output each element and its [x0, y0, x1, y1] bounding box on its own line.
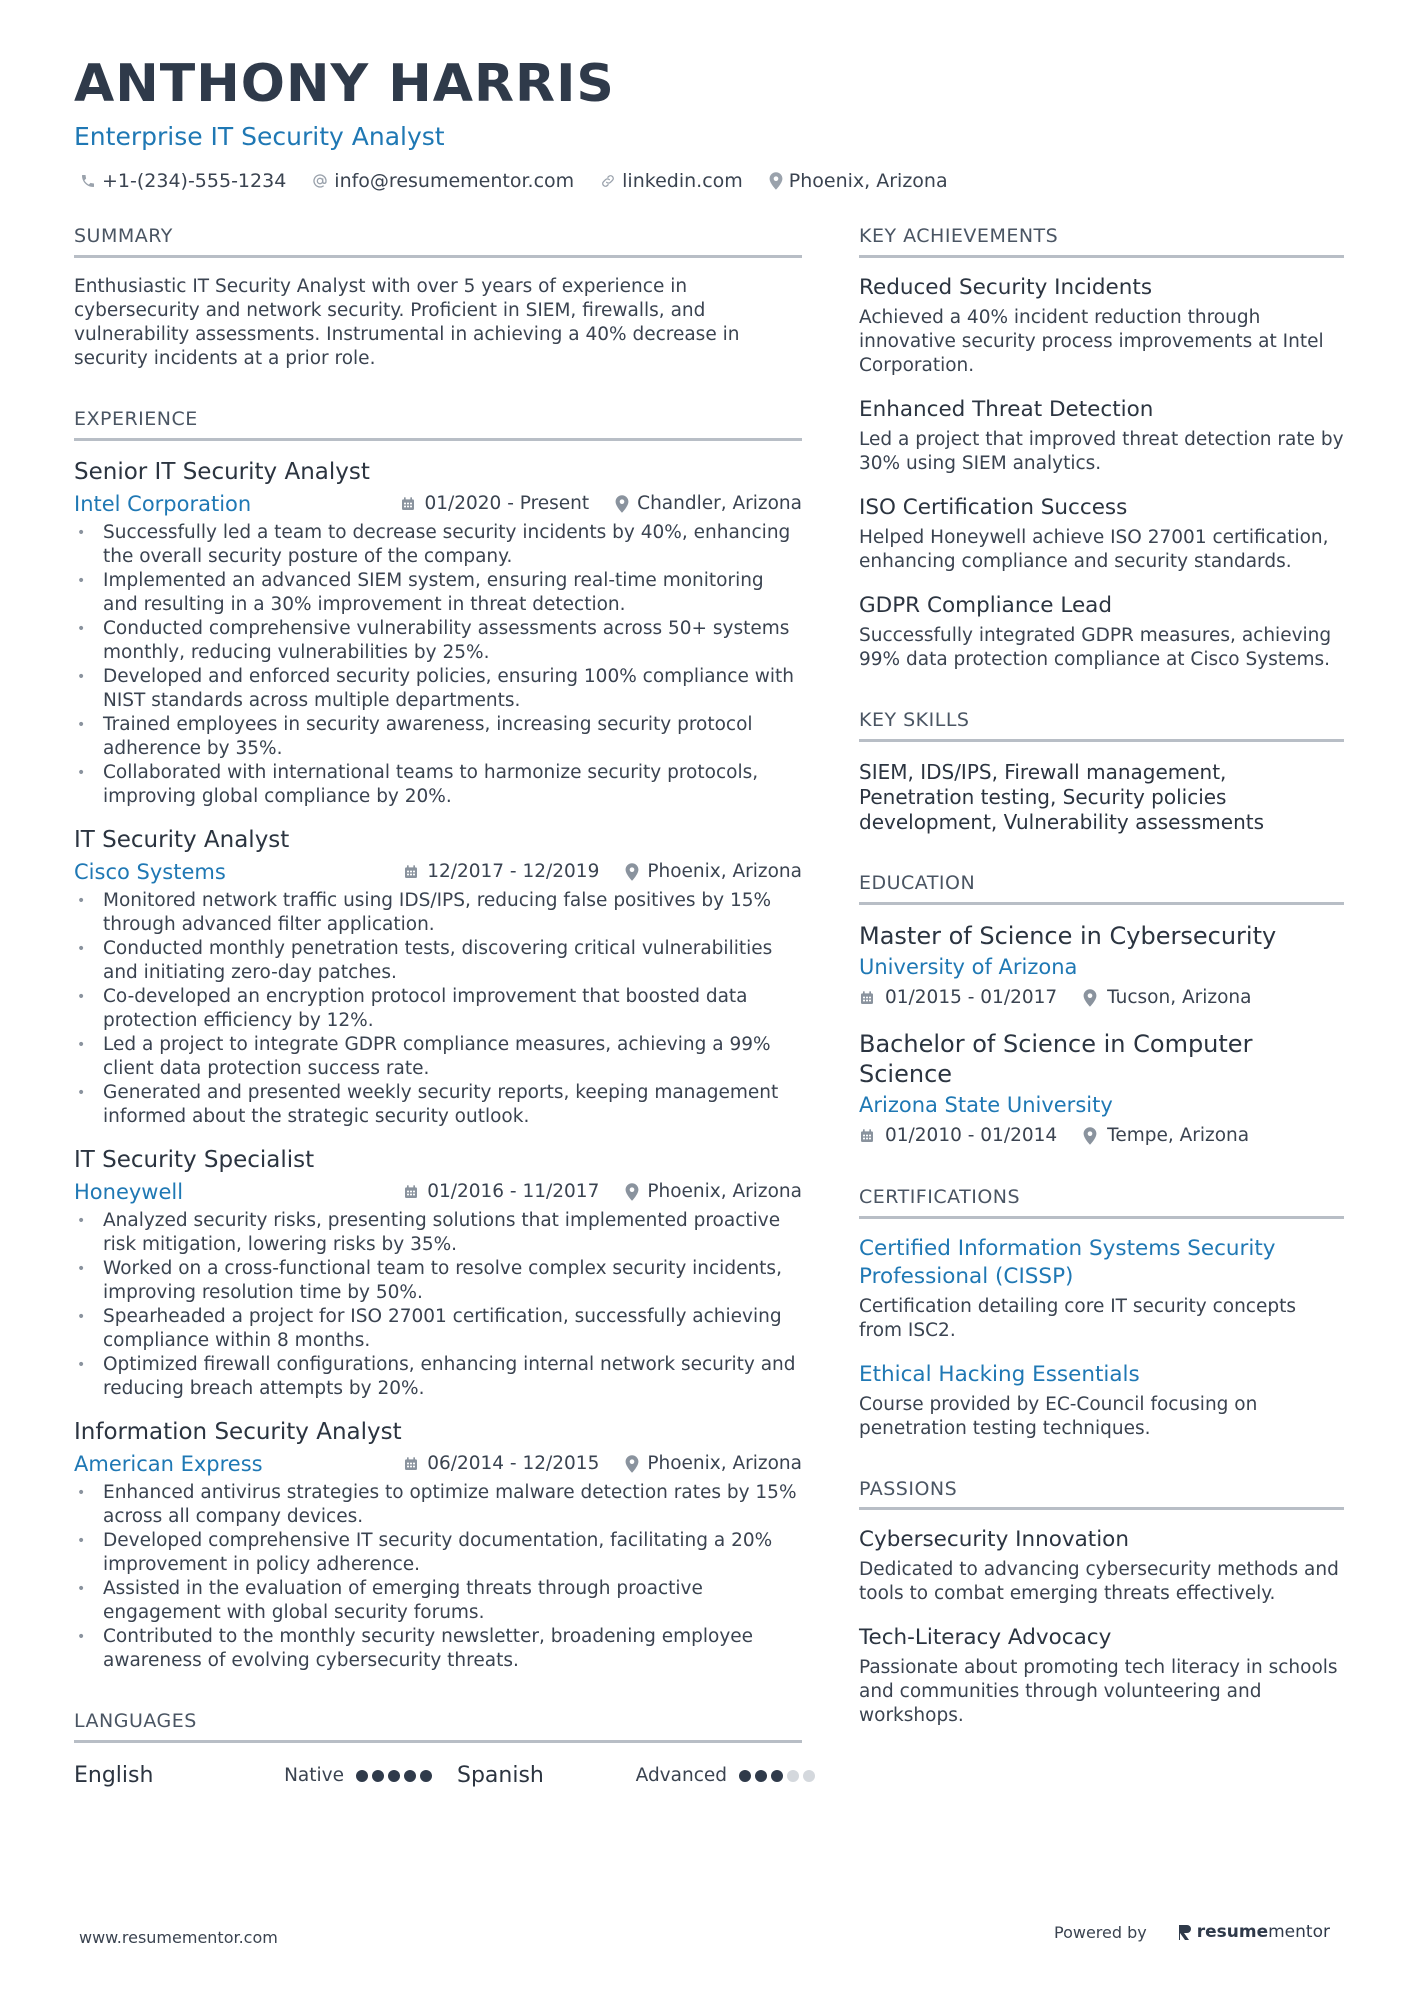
phone-icon: [80, 173, 96, 189]
job-bullets: [74, 521, 802, 809]
passion-title: Cybersecurity Innovation: [859, 1527, 1129, 1553]
proficiency-dot: [755, 1770, 767, 1782]
job-bullet: • Conducted comprehensive vulnerability assessments across 50+ systems monthly, reducing vulnerabilities by 25%.: [74, 617, 802, 665]
job-location-text: Phoenix, Arizona: [647, 1453, 802, 1475]
calendar-icon: [400, 496, 416, 512]
calendar-icon: [403, 1456, 419, 1472]
passion-desc: Dedicated to advancing cybersecurity methods and tools to combat emerging threats effectively.: [859, 1559, 1339, 1605]
job-dates: [403, 1181, 599, 1202]
achievement-title: ISO Certification Success: [859, 494, 1128, 520]
email-text[interactable]: info@resumementor.com: [334, 170, 575, 192]
achievement-desc: Helped Honeywell achieve ISO 27001 certification, enhancing compliance and security standards.: [859, 526, 1329, 572]
location-pin-icon: [625, 863, 639, 881]
proficiency-dot: [372, 1770, 384, 1782]
job-dates-text: 06/2014 - 12/2015: [427, 1453, 600, 1475]
footer-website[interactable]: www.resumementor.com: [79, 1928, 278, 1947]
languages-row: [74, 1761, 802, 1791]
proficiency-dot: [771, 1770, 783, 1782]
job-role: Senior IT Security Analyst: [74, 458, 370, 485]
location-pin-icon: [615, 495, 629, 513]
calendar-icon: [859, 990, 875, 1006]
summary-section: [74, 226, 802, 371]
job-bullet: • Developed comprehensive IT security documentation, facilitating a 20% improvement in policy adherence.: [74, 1529, 802, 1577]
job-bullet: • Trained employees in security awareness, increasing security protocol adherence by 35%.: [74, 713, 802, 761]
proficiency-dot: [388, 1770, 400, 1782]
proficiency-dots: [739, 1770, 819, 1782]
calendar-icon: [403, 1184, 419, 1200]
candidate-name: ANTHONY HARRIS: [74, 54, 615, 114]
job-bullet: • Spearheaded a project for ISO 27001 certification, successfully achieving compliance within 8 months.: [74, 1305, 802, 1353]
education-degree: Bachelor of Science in Computer Science: [859, 1029, 1253, 1088]
job-entry: [74, 1145, 802, 1401]
languages-heading: LANGUAGES: [74, 1711, 802, 1743]
job-dates-text: 01/2016 - 11/2017: [427, 1181, 600, 1203]
job-location-text: Chandler, Arizona: [637, 493, 802, 515]
brand-logo-icon: [1177, 1923, 1193, 1941]
job-bullet: • Monitored network traffic using IDS/IPS, reducing false positives by 15% through advanced filter application.: [74, 889, 802, 937]
proficiency-dot: [787, 1770, 799, 1782]
skills-heading: KEY SKILLS: [859, 710, 1344, 742]
achievements-section: [859, 226, 1344, 672]
education-item: [859, 1029, 1344, 1149]
passion-item: [859, 1526, 1344, 1606]
education-location-text: Tucson, Arizona: [1107, 987, 1252, 1009]
job-bullet: • Analyzed security risks, presenting solutions that implemented proactive risk mitigation, lowering risks by 35%.: [74, 1209, 802, 1257]
job-meta: [74, 489, 802, 519]
job-meta: [74, 1449, 802, 1479]
job-entry: [74, 825, 802, 1129]
passions-list: [859, 1526, 1344, 1728]
achievement-title: Enhanced Threat Detection: [859, 396, 1154, 422]
left-column: [74, 226, 802, 1791]
location-pin-icon: [1083, 989, 1097, 1007]
job-bullet: • Generated and presented weekly security reports, keeping management informed about the strategic security outlook.: [74, 1081, 802, 1129]
location-pin-icon: [625, 1183, 639, 1201]
language-name: Spanish: [457, 1763, 544, 1789]
education-list: [859, 921, 1344, 1149]
job-role: IT Security Specialist: [74, 1146, 315, 1173]
passions-heading: PASSIONS: [859, 1479, 1344, 1511]
education-dates: [859, 987, 1057, 1008]
certification-desc: Course provided by EC-Council focusing on penetration testing techniques.: [859, 1393, 1258, 1439]
contact-email[interactable]: [312, 170, 574, 192]
education-degree: Master of Science in Cybersecurity: [859, 921, 1277, 950]
education-meta: [859, 985, 1344, 1011]
proficiency-dot: [803, 1770, 815, 1782]
candidate-title: Enterprise IT Security Analyst: [74, 122, 445, 151]
certification-desc: Certification detailing core IT security concepts from ISC2.: [859, 1295, 1296, 1341]
education-section: [859, 873, 1344, 1149]
language-name: English: [74, 1763, 154, 1789]
certification-item: [859, 1235, 1344, 1343]
footer-powered: [1054, 1922, 1330, 1942]
proficiency-dot: [420, 1770, 432, 1782]
job-bullet: • Collaborated with international teams to harmonize security protocols, improving global compliance by 20%.: [74, 761, 802, 809]
languages-section: [74, 1711, 802, 1791]
education-meta: [859, 1123, 1344, 1149]
summary-heading: SUMMARY: [74, 226, 802, 258]
achievement-item: [859, 274, 1344, 378]
job-bullet: • Enhanced antivirus strategies to optimize malware detection rates by 15% across all company devices.: [74, 1481, 802, 1529]
phone-text: +1-(234)-555-1234: [102, 170, 287, 192]
certifications-section: [859, 1187, 1344, 1441]
brand-bold: resume: [1196, 1922, 1269, 1942]
proficiency-dot: [404, 1770, 416, 1782]
calendar-icon: [403, 864, 419, 880]
contact-row: [80, 170, 974, 192]
location-text: Phoenix, Arizona: [788, 170, 948, 192]
education-dates: [859, 1125, 1057, 1146]
job-location-text: Phoenix, Arizona: [647, 861, 802, 883]
job-entry: [74, 1417, 802, 1673]
achievements-heading: KEY ACHIEVEMENTS: [859, 226, 1344, 258]
achievement-desc: Successfully integrated GDPR measures, achieving 99% data protection compliance at Cisco Systems.: [859, 624, 1332, 670]
job-location: [615, 493, 802, 514]
contact-location: [769, 170, 948, 192]
job-bullet: • Conducted monthly penetration tests, discovering critical vulnerabilities and initiating zero-day patches.: [74, 937, 802, 985]
job-bullet: • Contributed to the monthly security newsletter, broadening employee awareness of evolving cybersecurity threats.: [74, 1625, 802, 1673]
job-location: [625, 1181, 802, 1202]
brand-rest: mentor: [1268, 1922, 1330, 1942]
jobs-list: [74, 457, 802, 1673]
job-role: Information Security Analyst: [74, 1418, 402, 1445]
job-company: American Express: [74, 1451, 263, 1476]
contact-linkedin[interactable]: [600, 170, 743, 192]
job-meta: [74, 1177, 802, 1207]
passions-section: [859, 1479, 1344, 1729]
job-bullets: [74, 1209, 802, 1401]
job-bullet: • Co-developed an encryption protocol improvement that boosted data protection efficiency by 12%.: [74, 985, 802, 1033]
passion-title: Tech-Literacy Advocacy: [859, 1625, 1112, 1651]
job-bullet: • Worked on a cross-functional team to resolve complex security incidents, improving resolution time by 50%.: [74, 1257, 802, 1305]
job-bullet: • Successfully led a team to decrease security incidents by 40%, enhancing the overall security posture of the company.: [74, 521, 802, 569]
language-item: [457, 1763, 819, 1788]
calendar-icon: [859, 1128, 875, 1144]
language-level: Advanced: [635, 1765, 727, 1787]
job-location: [625, 1453, 802, 1474]
summary-text: Enthusiastic IT Security Analyst with over 5 years of experience in cybersecurity and network security. Proficient in SIEM, firewalls, and vulnerability assessments. Instrumental in achieving a 40% decrease in security incidents at a prior role.: [74, 275, 740, 369]
job-bullet: • Developed and enforced security policies, ensuring 100% compliance with NIST standards across multiple departments.: [74, 665, 802, 713]
certifications-list: [859, 1235, 1344, 1441]
job-bullet: • Implemented an advanced SIEM system, ensuring real-time monitoring and resulting in a 30% improvement in threat detection.: [74, 569, 802, 617]
job-location-text: Phoenix, Arizona: [647, 1181, 802, 1203]
certification-title: Ethical Hacking Essentials: [859, 1361, 1140, 1387]
education-heading: EDUCATION: [859, 873, 1344, 905]
achievement-title: Reduced Security Incidents: [859, 274, 1153, 300]
job-dates: [403, 861, 599, 882]
location-pin-icon: [625, 1455, 639, 1473]
education-school: University of Arizona: [859, 954, 1078, 979]
job-meta: [74, 857, 802, 887]
achievement-item: [859, 592, 1344, 672]
achievement-desc: Achieved a 40% incident reduction through innovative security process improvements at Intel Corporation.: [859, 306, 1324, 376]
job-bullet: • Led a project to integrate GDPR compliance measures, achieving a 99% client data protection success rate.: [74, 1033, 802, 1081]
location-pin-icon: [1083, 1127, 1097, 1145]
linkedin-text[interactable]: linkedin.com: [622, 170, 743, 192]
experience-section: [74, 409, 802, 1673]
brand-logo[interactable]: [1177, 1922, 1330, 1942]
experience-heading: EXPERIENCE: [74, 409, 802, 441]
certification-item: [859, 1361, 1344, 1441]
achievement-item: [859, 396, 1344, 476]
job-bullets: [74, 1481, 802, 1673]
contact-phone: [80, 170, 286, 192]
job-entry: [74, 457, 802, 809]
language-item: [74, 1763, 436, 1788]
skills-text: SIEM, IDS/IPS, Firewall management, Penetration testing, Security policies development, Vulnerability assessments: [859, 759, 1265, 834]
job-company: Intel Corporation: [74, 491, 252, 516]
education-item: [859, 921, 1344, 1011]
job-company: Honeywell: [74, 1179, 184, 1204]
job-bullets: [74, 889, 802, 1129]
proficiency-dots: [356, 1770, 436, 1782]
achievement-item: [859, 494, 1344, 574]
proficiency-dot: [739, 1770, 751, 1782]
right-column: [859, 226, 1344, 1728]
achievement-desc: Led a project that improved threat detection rate by 30% using SIEM analytics.: [859, 428, 1344, 474]
language-level: Native: [284, 1765, 344, 1787]
certifications-heading: CERTIFICATIONS: [859, 1187, 1344, 1219]
location-pin-icon: [769, 172, 783, 190]
education-school: Arizona State University: [859, 1092, 1113, 1117]
proficiency-dot: [356, 1770, 368, 1782]
job-dates: [400, 493, 589, 514]
job-dates-text: 01/2020 - Present: [424, 493, 590, 515]
job-dates-text: 12/2017 - 12/2019: [427, 861, 600, 883]
education-dates-text: 01/2010 - 01/2014: [885, 1125, 1058, 1147]
job-location: [625, 861, 802, 882]
education-location: [1083, 1125, 1249, 1146]
education-location-text: Tempe, Arizona: [1107, 1125, 1250, 1147]
job-dates: [403, 1453, 599, 1474]
job-company: Cisco Systems: [74, 859, 226, 884]
at-icon: [312, 173, 328, 189]
powered-by-text: Powered by: [1054, 1922, 1147, 1942]
achievements-list: [859, 274, 1344, 672]
job-role: IT Security Analyst: [74, 826, 290, 853]
certification-title: Certified Information Systems Security Professional (CISSP): [859, 1235, 1276, 1289]
skills-section: [859, 710, 1344, 835]
education-location: [1083, 987, 1251, 1008]
job-bullet: • Assisted in the evaluation of emerging threats through proactive engagement with global security forums.: [74, 1577, 802, 1625]
achievement-title: GDPR Compliance Lead: [859, 592, 1112, 618]
education-dates-text: 01/2015 - 01/2017: [885, 987, 1058, 1009]
passion-desc: Passionate about promoting tech literacy in schools and communities through volunteering and workshops.: [859, 1657, 1338, 1727]
job-bullet: • Optimized firewall configurations, enhancing internal network security and reducing breach attempts by 20%.: [74, 1353, 802, 1401]
link-icon: [600, 173, 616, 189]
passion-item: [859, 1624, 1344, 1728]
